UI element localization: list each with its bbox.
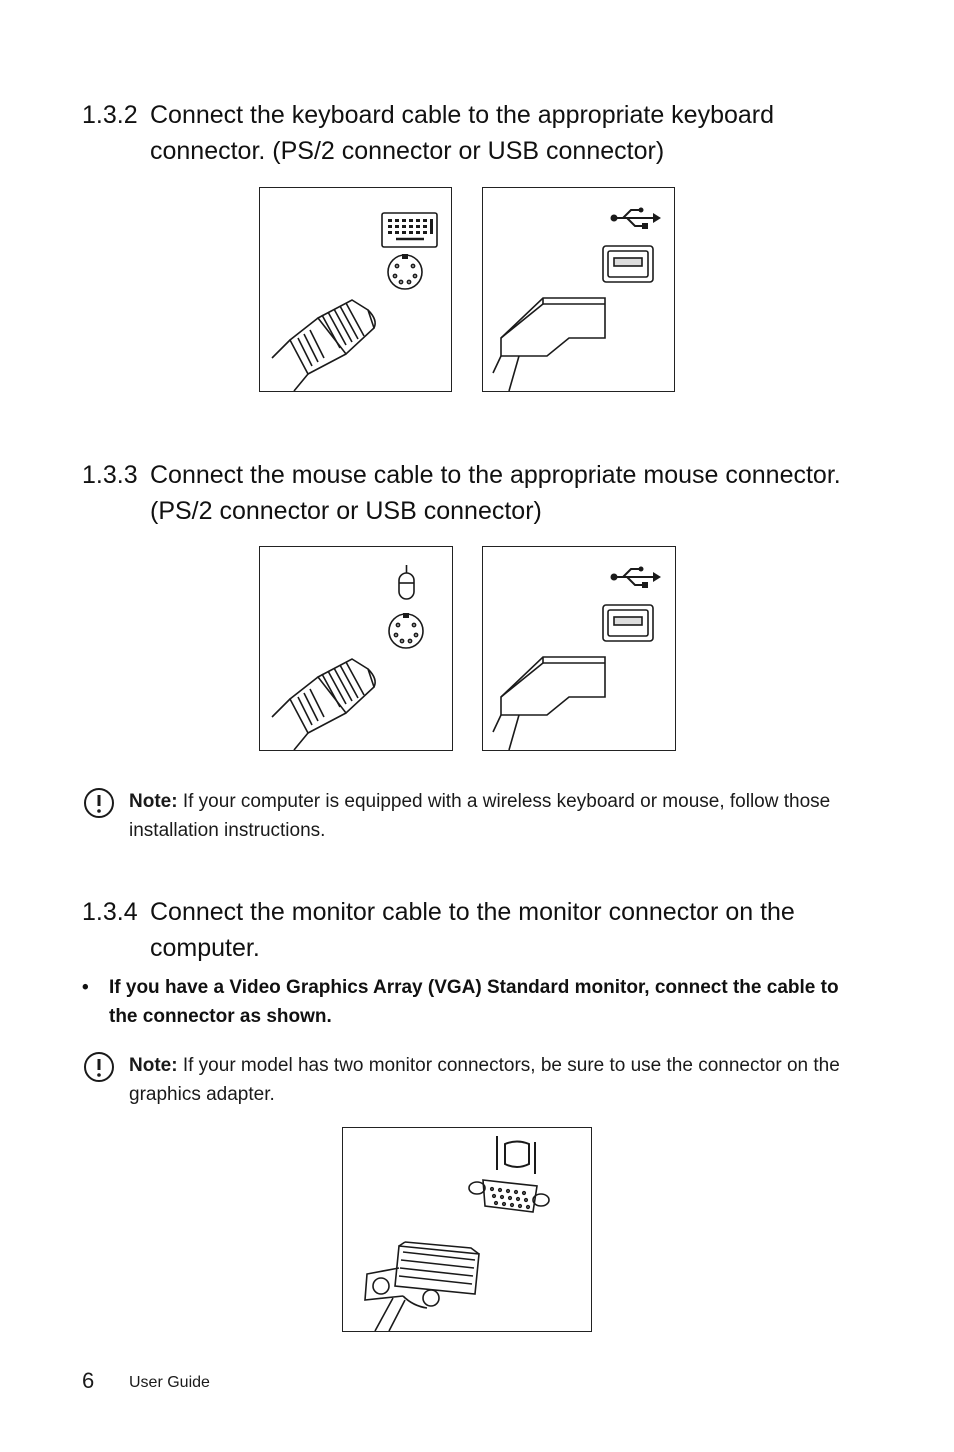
section-title: Connect the monitor cable to the monitor connector on the computer. [150, 898, 795, 962]
section-title: Connect the keyboard cable to the appropriate keyboard connector. (PS/2 connector or USB connector) [150, 101, 775, 165]
note-text: If your model has two monitor connectors, be sure to use the connector on the graphics adapter. [129, 1055, 840, 1105]
ps2-port [388, 254, 422, 289]
note-text: If your computer is equipped with a wireless keyboard or mouse, follow those installation instructions. [129, 791, 831, 841]
section-number: 1.3.3 [82, 461, 138, 489]
bullet-vga [82, 973, 842, 1031]
section-title: Connect the mouse cable to the appropriate mouse connector. (PS/2 connector or USB connector) [150, 461, 841, 525]
note-body [82, 787, 842, 845]
note-body [82, 1051, 842, 1109]
note-two-monitors [82, 1051, 842, 1109]
mouse-ps2-figure [259, 546, 453, 751]
exclamation-circle-icon [82, 787, 116, 830]
vga-cable-plug [365, 1242, 479, 1331]
note-label: Note: [129, 791, 178, 812]
note-label: Note: [129, 1055, 178, 1076]
usb-port [603, 605, 653, 641]
usb-cable-plug [493, 298, 605, 391]
usb-icon [611, 567, 662, 589]
bullet-text: If you have a Video Graphics Array (VGA) Standard monitor, connect the cable to the connector as shown. [109, 977, 839, 1027]
monitor-vga-figure [342, 1127, 592, 1332]
usb-port [603, 246, 653, 282]
vga-port [469, 1180, 549, 1212]
section-heading-keyboard [82, 97, 882, 169]
usb-cable-plug [493, 657, 605, 750]
keyboard-ps2-figure [259, 187, 452, 392]
section-heading-mouse [82, 457, 882, 529]
monitor-icon [497, 1136, 535, 1174]
footer-label: User Guide [129, 1374, 210, 1391]
note-wireless [82, 787, 842, 845]
section-number: 1.3.4 [82, 898, 138, 926]
bullet-marker: • [82, 977, 89, 998]
section-heading-monitor [82, 894, 882, 966]
ps2-cable-plug [272, 300, 375, 391]
keyboard-icon [382, 213, 437, 247]
section-number: 1.3.2 [82, 101, 138, 129]
ps2-port [389, 613, 423, 648]
page-number: 6 [82, 1368, 95, 1393]
usb-icon [611, 208, 662, 230]
mouse-icon [399, 565, 414, 599]
exclamation-circle-icon [82, 1051, 116, 1094]
keyboard-usb-figure [482, 187, 675, 392]
mouse-usb-figure [482, 546, 676, 751]
ps2-cable-plug [272, 659, 375, 750]
